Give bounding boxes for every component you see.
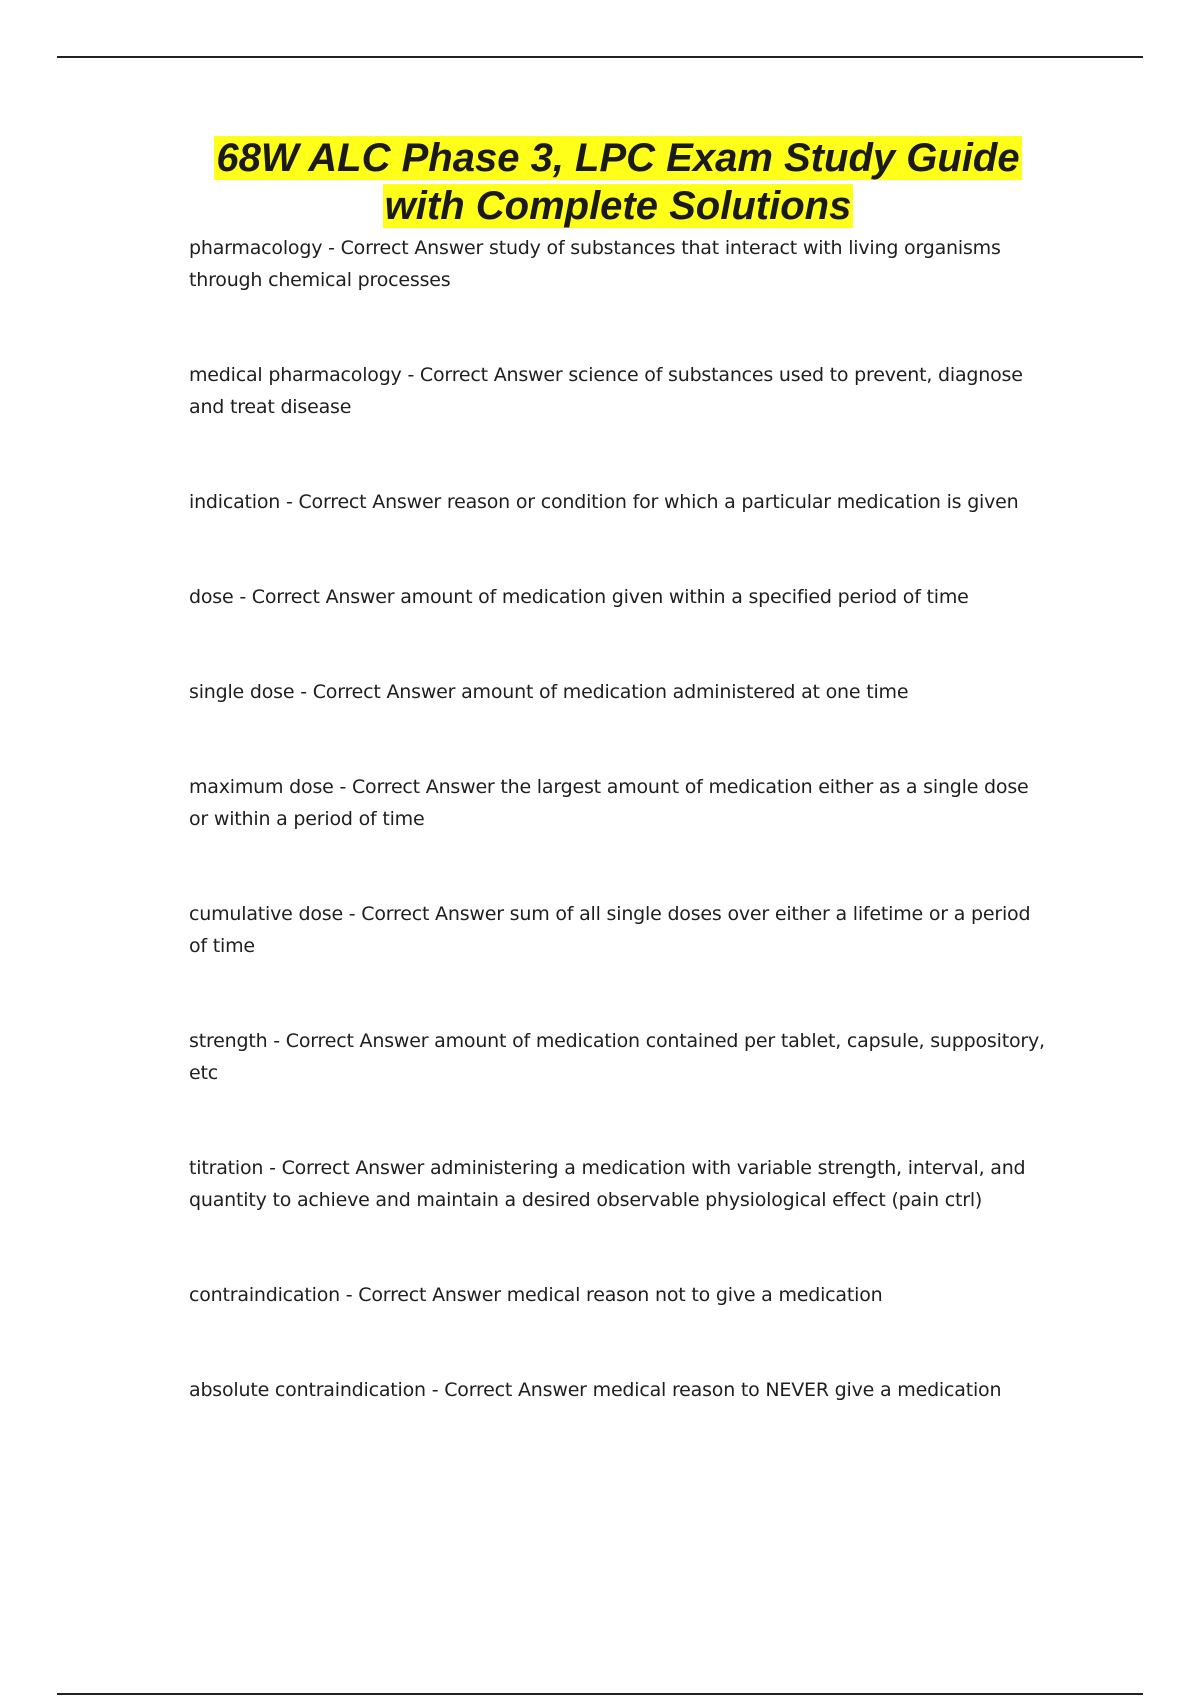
entry-absolute-contraindication: absolute contraindication - Correct Answer medical reason to NEVER give a medication xyxy=(189,1379,1002,1401)
title-line-2: with Complete Solutions xyxy=(384,184,852,228)
entry-medical-pharmacology: medical pharmacology - Correct Answer science of substances used to prevent, diagnose and treat disease xyxy=(189,364,1023,418)
document-title xyxy=(150,134,1086,230)
entry-strength: strength - Correct Answer amount of medication contained per tablet, capsule, suppository, etc xyxy=(189,1030,1045,1084)
header-rule xyxy=(57,56,1143,58)
entry-indication: indication - Correct Answer reason or condition for which a particular medication is given xyxy=(189,491,1019,513)
entry-titration: titration - Correct Answer administering a medication with variable strength, interval, and quantity to achieve and maintain a desired observable physiological effect (pain ctrl) xyxy=(189,1157,1026,1211)
study-guide-entries xyxy=(189,232,1049,1469)
entry-contraindication: contraindication - Correct Answer medical reason not to give a medication xyxy=(189,1284,883,1306)
entry-pharmacology: pharmacology - Correct Answer study of substances that interact with living organisms through chemical processes xyxy=(189,237,1001,291)
entry-dose: dose - Correct Answer amount of medication given within a specified period of time xyxy=(189,586,969,608)
footer-rule xyxy=(57,1693,1143,1695)
entry-maximum-dose: maximum dose - Correct Answer the largest amount of medication either as a single dose or within a period of time xyxy=(189,776,1029,830)
entry-cumulative-dose: cumulative dose - Correct Answer sum of all single doses over either a lifetime or a period of time xyxy=(189,903,1031,957)
entry-single-dose: single dose - Correct Answer amount of medication administered at one time xyxy=(189,681,909,703)
title-line-1: 68W ALC Phase 3, LPC Exam Study Guide xyxy=(216,136,1020,180)
